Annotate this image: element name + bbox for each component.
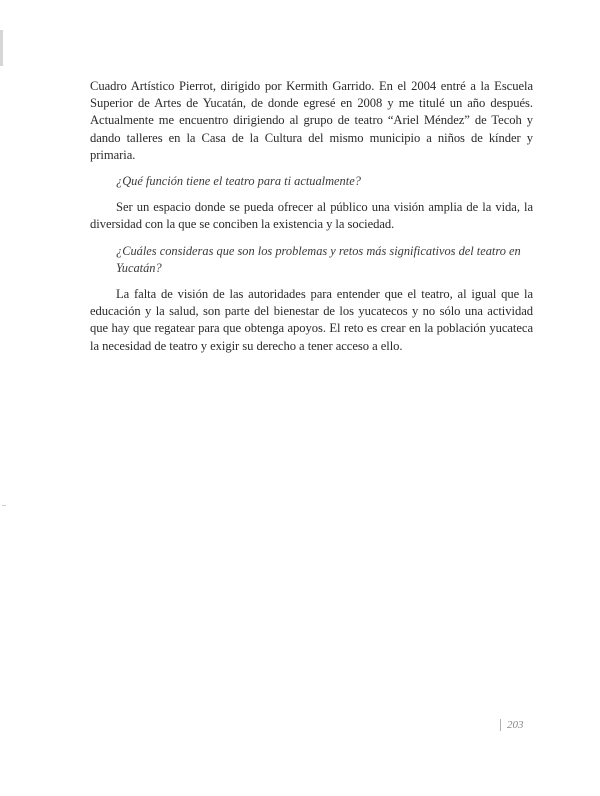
- scan-edge-mark: [2, 505, 6, 506]
- paragraph-answer-problems: La falta de visión de las autoridades para entender que el teatro, al igual que la educación y la salud, son parte del bienestar de los yucatecos y no sólo una actividad que hay que regatear para que obtenga apoyos. El reto es crear en la población yucateca la necesidad de teatro y exigir su derecho a tener acceso a ello.: [90, 287, 533, 353]
- page-footer: [500, 719, 524, 731]
- scan-edge-shadow: [0, 30, 3, 66]
- interview-question-function: ¿Qué función tiene el teatro para ti actualmente?: [116, 174, 361, 189]
- paragraph-biography: Cuadro Artístico Pierrot, dirigido por Kermith Garrido. En el 2004 entré a la Escuela Superior de Artes de Yucatán, de donde egresé en 2008 y me titulé un año después. Actualmente me encuentro dirigiendo al grupo de teatro “Ariel Méndez” de Tecoh y dando talleres en la Casa de la Cultura del mismo municipio a niños de kínder y primaria.: [90, 79, 533, 162]
- document-body: [90, 78, 533, 355]
- page-number: 203: [507, 719, 524, 731]
- paragraph-answer-function: Ser un espacio donde se pueda ofrecer al público una visión amplia de la vida, la diversidad con la que se conciben la existencia y la sociedad.: [90, 200, 533, 232]
- footer-divider: [500, 719, 501, 731]
- interview-question-problems: ¿Cuáles consideras que son los problemas y retos más significativos del teatro en Yucatán?: [116, 243, 521, 275]
